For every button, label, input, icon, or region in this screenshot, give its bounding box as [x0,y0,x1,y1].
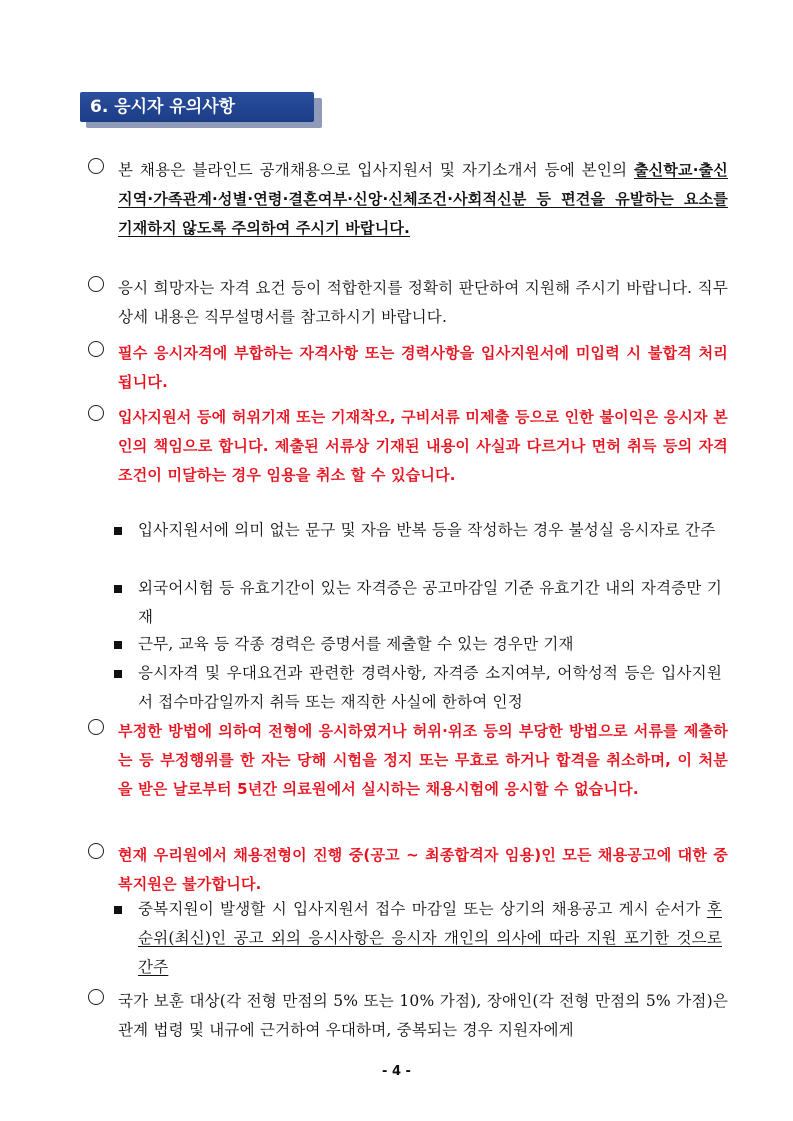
sub-item [110,630,722,659]
circle-bullet-icon [88,341,104,357]
page-number: - 4 - [382,1064,411,1079]
notice-text: 입사지원서 등에 허위기재 또는 기재착오, 구비서류 미제출 등으로 인한 불이익은 응시자 본인의 책임으로 합니다. 제출된 서류상 기재된 내용이 사실과 다르거나 면허 취득 등의 자격 조건이 미달하는 경우 임용을 취소 할 수 있습니다. [118,408,728,484]
notice-text: 국가 보훈 대상(각 전형 만점의 5% 또는 10% 가점), 장애인(각 전형 만점의 5% 가점)은 관계 법령 및 내규에 근거하여 우대하며, 중복되는 경우 지원자에게 [118,992,728,1039]
sub-item [110,895,722,982]
sub-item-text: 근무, 교육 등 각종 경력은 증명서를 제출할 수 있는 경우만 기재 [138,635,574,653]
square-bullet-icon [114,527,122,535]
notice-item-eligibility [88,274,728,332]
notice-text: 본 채용은 블라인드 공개채용으로 입사지원서 및 자기소개서 등에 본인의 [118,161,634,179]
sub-item [110,516,722,545]
circle-bullet-icon [88,405,104,421]
notice-item-duplicate-application [88,841,728,899]
notice-text: 부정한 방법에 의하여 전형에 응시하였거나 허위·위조 등의 부당한 방법으로 서류를 제출하는 등 부정행위를 한 자는 당해 시험을 정지 또는 무효로 하거나 합격을 취소하며, 이 처분을 받은 날로부터 5년간 의료원에서 실시하는 채용시험에 응시할 수 없습니다. [118,722,728,798]
notice-item-misconduct [88,717,728,804]
sub-item [110,659,722,717]
square-bullet-icon [114,670,122,678]
square-bullet-icon [114,641,122,649]
notice-item-false-entry [88,403,728,490]
circle-bullet-icon [88,843,104,859]
circle-bullet-icon [88,276,104,292]
sub-item-text: 중복지원이 발생할 시 입사지원서 접수 마감일 또는 상기의 채용공고 게시 순서가 [138,900,707,918]
notice-text: 응시 희망자는 자격 요건 등이 적합한지를 정확히 판단하여 지원해 주시기 바랍니다. 직무 상세 내용은 직무설명서를 참고하시기 바랍니다. [118,279,728,326]
section-header [80,92,320,128]
sub-item-underlined-text: 후순위(최신)인 공고 외의 응시사항은 응시자 개인의 의사에 따라 지원 포기한 것으로 간주 [138,900,722,976]
section-title: 6. 응시자 유의사항 [80,92,314,122]
sub-item-text: 외국어시험 등 유효기간이 있는 자격증은 공고마감일 기준 유효기간 내의 자격증만 기재 [138,579,722,626]
circle-bullet-icon [88,719,104,735]
notice-text: 현재 우리원에서 채용전형이 진행 중(공고 ~ 최종합격자 임용)인 모든 채용공고에 대한 중복지원은 불가합니다. [118,846,728,893]
square-bullet-icon [114,585,122,593]
sub-item-text: 응시자격 및 우대요건과 관련한 경력사항, 자격증 소지여부, 어학성적 등은 입사지원서 접수마감일까지 취득 또는 재직한 사실에 한하여 인정 [138,664,722,711]
sub-item-text: 입사지원서에 의미 없는 문구 및 자음 반복 등을 작성하는 경우 불성실 응시자로 간주 [138,521,716,539]
square-bullet-icon [114,906,122,914]
notice-item-blind-hiring [88,156,728,243]
notice-item-required-qualification [88,339,728,397]
notice-emphasis-text: 출신학교·출신지역·가족관계·성별·연령·결혼여부·신앙·신체조건·사회적신분 등 편견을 유발하는 요소를 기재하지 않도록 주의하여 주시기 바랍니다. [118,161,728,237]
circle-bullet-icon [88,158,104,174]
notice-text: 필수 응시자격에 부합하는 자격사항 또는 경력사항을 입사지원서에 미입력 시 불합격 처리됩니다. [118,344,728,391]
sub-item [110,574,722,632]
notice-item-preference [88,987,728,1045]
circle-bullet-icon [88,989,104,1005]
